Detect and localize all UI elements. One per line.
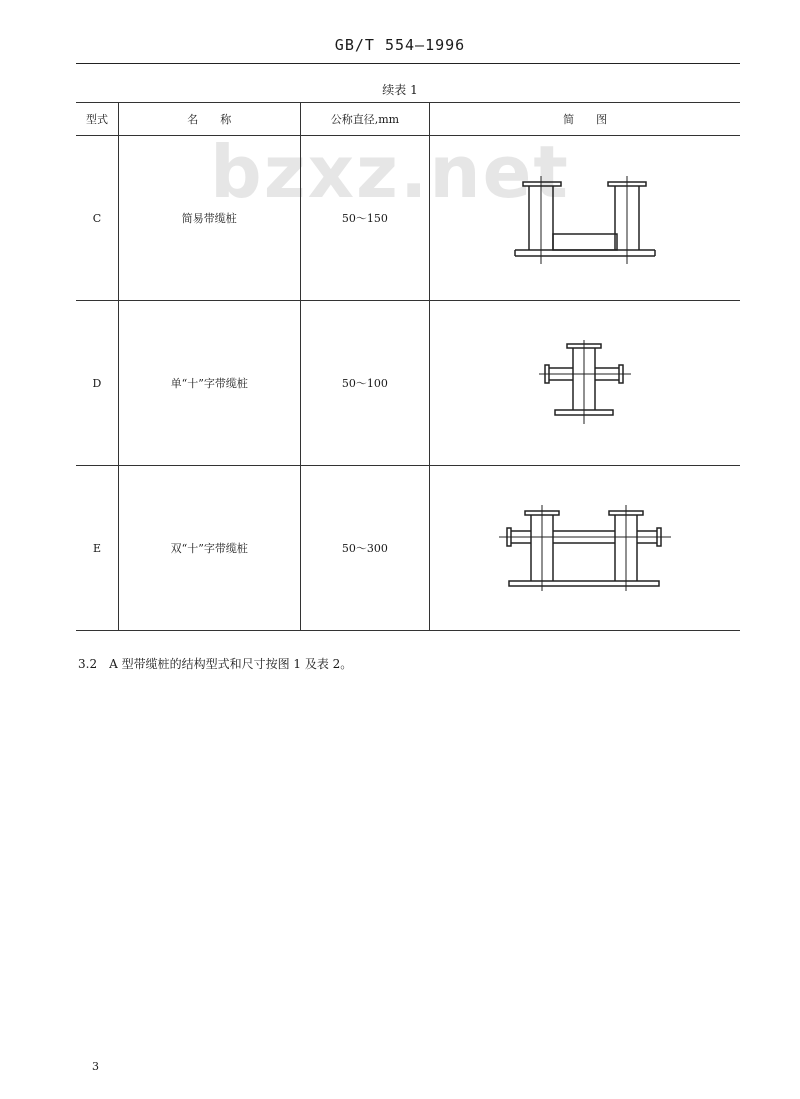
diameter-cell: 50～100 — [300, 301, 430, 466]
table-row — [76, 301, 740, 466]
name-cell: 双“十”字带缆桩 — [118, 466, 300, 631]
type-cell: D — [76, 301, 118, 466]
table-caption: 续表 1 — [382, 83, 418, 97]
spec-table — [76, 102, 740, 631]
col-header-type: 型式 — [76, 103, 118, 136]
diagram-cell — [430, 136, 740, 301]
diagram-cell — [430, 301, 740, 466]
diameter-cell: 50～300 — [300, 466, 430, 631]
standard-number: GB/T 554—1996 — [334, 36, 466, 54]
table-header-row — [76, 103, 740, 136]
clause-3-2: 3.2 A 型带缆桩的结构型式和尺寸按图 1 及表 2。 — [78, 657, 353, 671]
single-cross-bollard-diagram — [535, 338, 635, 428]
simple-bollard-diagram — [505, 168, 665, 268]
col-header-diameter: 公称直径,mm — [300, 103, 430, 136]
diagram-cell — [430, 466, 740, 631]
diameter-cell: 50～150 — [300, 136, 430, 301]
name-cell: 简易带缆桩 — [118, 136, 300, 301]
col-header-name: 名 称 — [118, 103, 300, 136]
type-cell: E — [76, 466, 118, 631]
double-cross-bollard-diagram — [495, 503, 675, 593]
header-rule — [76, 63, 740, 64]
watermark: bzxz.net — [210, 130, 570, 214]
table-row — [76, 136, 740, 301]
table-row — [76, 466, 740, 631]
col-header-diagram: 简 图 — [430, 103, 740, 136]
type-cell: C — [76, 136, 118, 301]
page-number: 3 — [92, 1060, 99, 1073]
name-cell: 单“十”字带缆桩 — [118, 301, 300, 466]
